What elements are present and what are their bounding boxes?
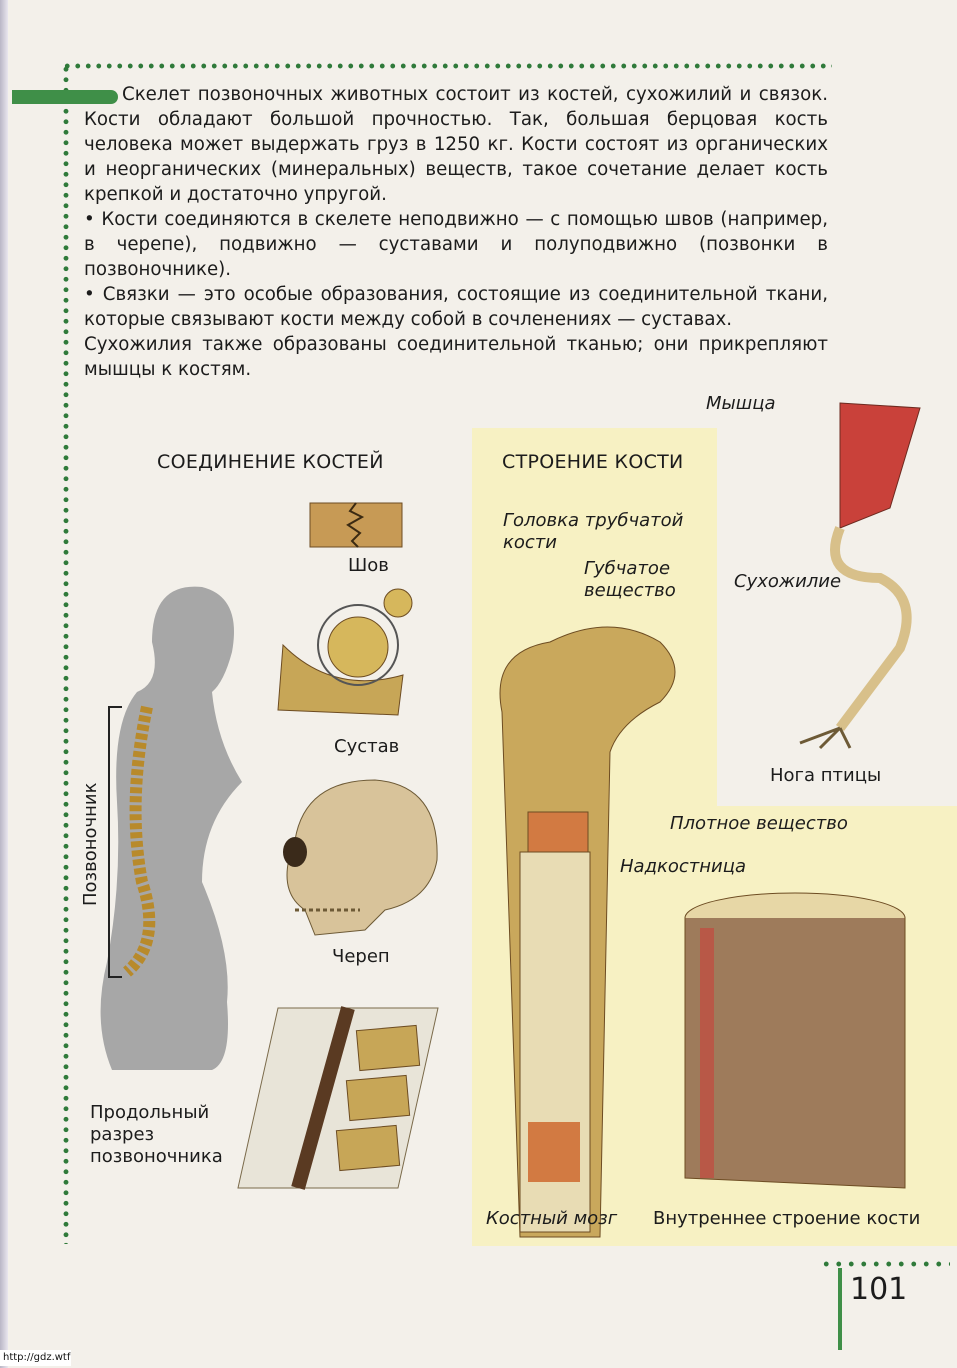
skull-illustration: [265, 770, 445, 940]
label-bone-marrow: Костный мозг: [486, 1208, 618, 1229]
heading-bone-structure: СТРОЕНИЕ КОСТИ: [502, 451, 684, 473]
suture-illustration: [310, 503, 402, 547]
joint-illustration: [273, 585, 418, 720]
spine-bracket: [108, 706, 122, 978]
page-number-bar: [838, 1268, 842, 1350]
label-spongy-line1: Губчатое: [584, 558, 671, 579]
bottom-dotted-rule: [820, 1260, 950, 1268]
label-bone-head-line1: Головка трубчатой: [503, 510, 684, 531]
label-spongy: [584, 558, 676, 602]
label-spine-section: [90, 1102, 223, 1168]
label-bone-head-line2: кости: [503, 532, 557, 553]
label-joint: Сустав: [334, 736, 400, 757]
label-skull: Череп: [332, 946, 390, 967]
label-spine-section-line2: разрез: [90, 1124, 155, 1145]
label-compact-bone: Плотное вещество: [670, 813, 848, 834]
long-bone-illustration: [490, 612, 690, 1237]
paragraph-3: • Связки — это особые образования, состоящие из соединительной ткани, которые связывают кости между собой в сочленениях — суставах.: [84, 284, 828, 330]
left-dotted-rule: [62, 64, 70, 1244]
heading-bone-joints: СОЕДИНЕНИЕ КОСТЕЙ: [157, 451, 384, 473]
label-spine-section-line1: Продольный: [90, 1102, 210, 1123]
label-bone-head: [503, 510, 683, 554]
label-muscle: Мышца: [706, 393, 776, 414]
label-bone-interior: Внутреннее строение кости: [653, 1208, 921, 1229]
label-spine: Позвоночник: [80, 782, 101, 906]
top-dotted-rule: [62, 62, 832, 70]
watermark-link[interactable]: http://gdz.wtf: [0, 1350, 71, 1366]
label-spine-section-line3: позвоночника: [90, 1146, 223, 1167]
body-text: [84, 82, 828, 382]
paragraph-4: Сухожилия также образованы соединительной тканью; они прикрепляют мышцы к костям.: [84, 334, 828, 380]
label-periosteum: Надкостница: [620, 856, 747, 877]
spine-section-illustration: [238, 1008, 438, 1188]
label-tendon: Сухожилие: [734, 571, 842, 592]
paragraph-1: Скелет позвоночных животных состоит из костей, сухожилий и связок. Кости обладают большой прочностью. Так, большая берцовая кость человека может выдержать груз в 1250 кг. Кости состоят из органических и неорганических (минеральных) веществ, такое сочетание делает кость крепкой и достаточно упругой.: [84, 84, 828, 205]
page-edge: [0, 0, 8, 1368]
label-suture: Шов: [348, 555, 389, 576]
label-spongy-line2: вещество: [584, 580, 676, 601]
bone-interior-illustration: [680, 888, 920, 1206]
label-bird-leg: Нога птицы: [770, 765, 882, 786]
paragraph-2: • Кости соединяются в скелете неподвижно — с помощью швов (например, в черепе), подвижно — суставами и полуподвижно (позвонки в позвоночнике).: [84, 209, 828, 280]
page-number: 101: [850, 1272, 908, 1307]
